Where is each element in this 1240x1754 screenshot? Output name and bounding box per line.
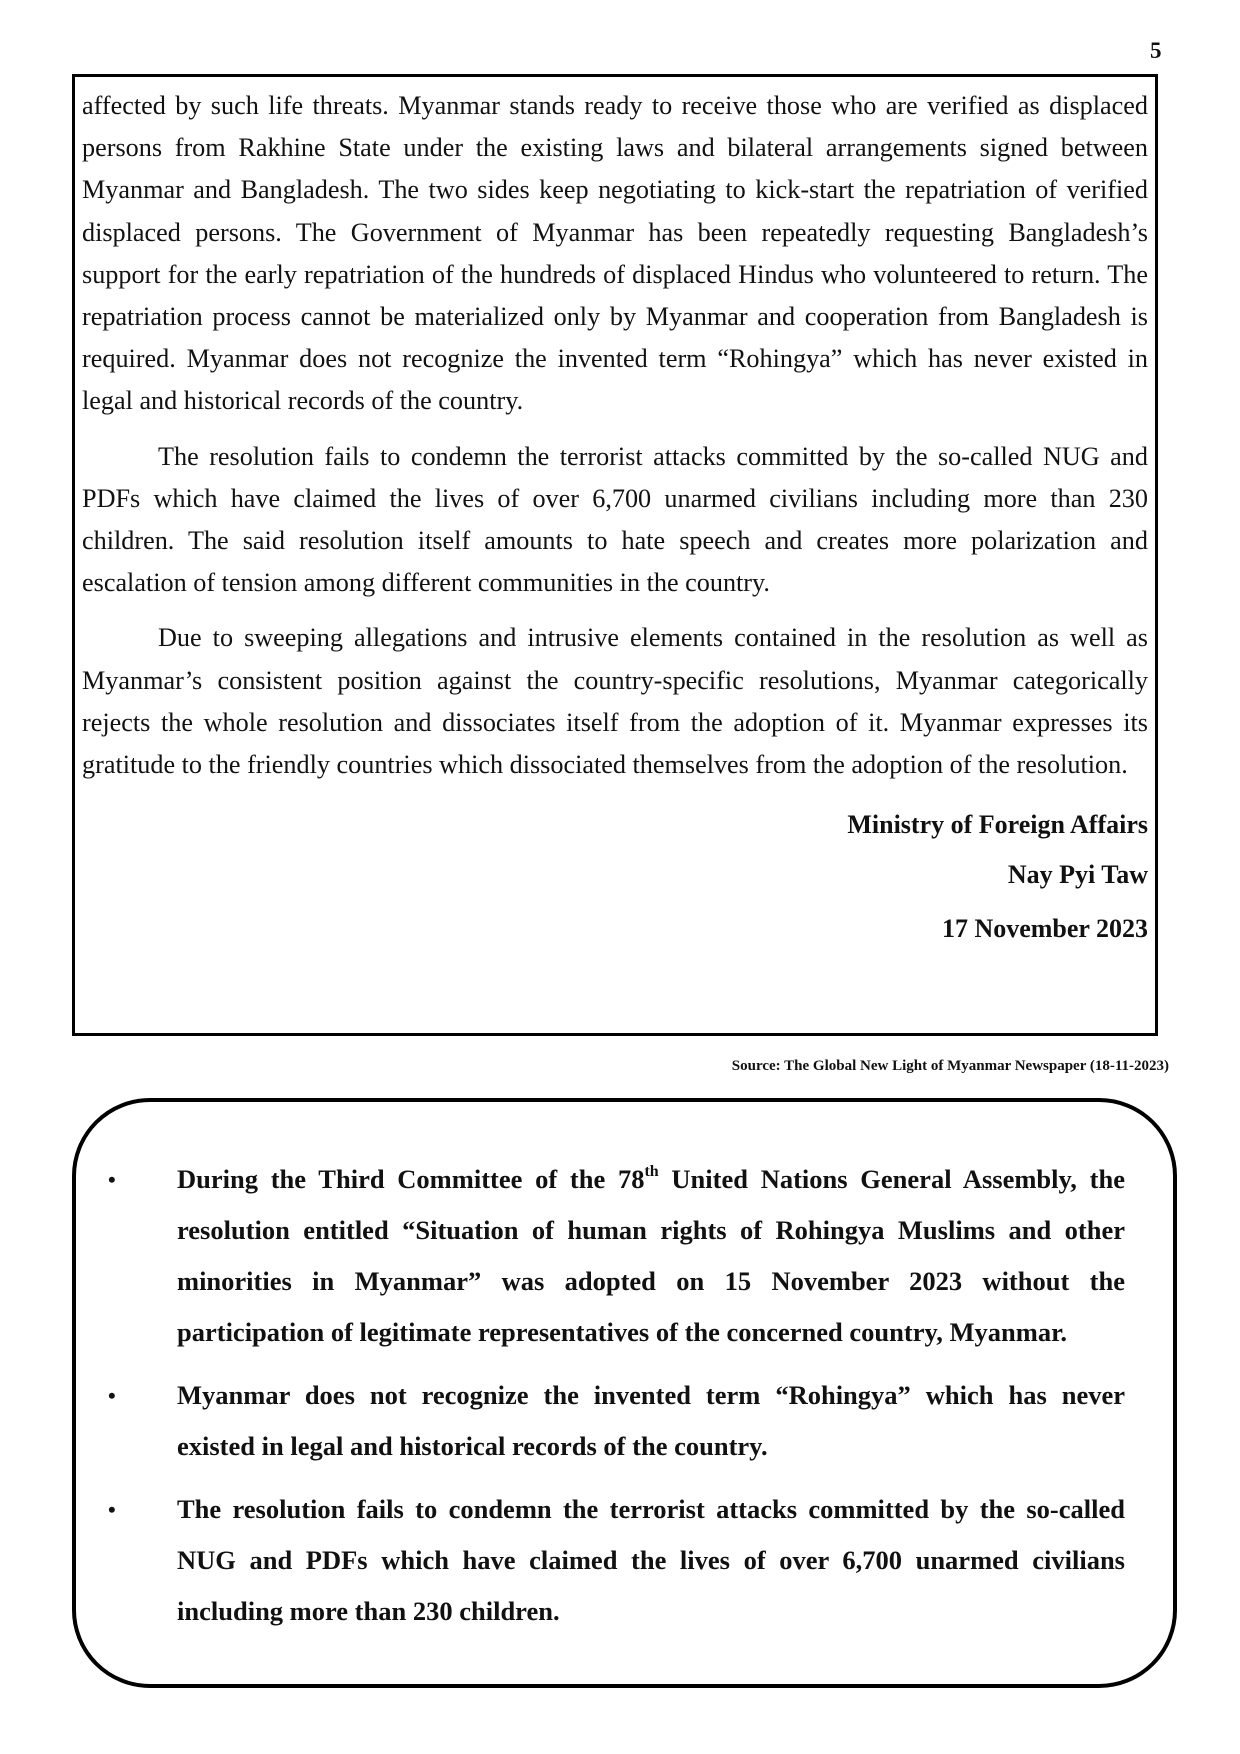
summary-item [108, 1484, 1125, 1637]
summary-item [108, 1370, 1125, 1472]
summary-item [108, 1154, 1125, 1358]
bullet-icon: • [108, 1497, 116, 1522]
ordinal-suffix: th [644, 1163, 659, 1180]
statement-paragraph: Due to sweeping allegations and intrusive elements contained in the resolution as well as Myanmar’s consistent position against the country-specific resolutions, Myanmar categorically rejects the whole resolution and dissociates itself from the adoption of it. Myanmar expresses its gratitude to the friendly countries which dissociated themselves from the adoption of the resolution. [82, 623, 1148, 780]
bullet-icon: • [108, 1383, 116, 1408]
summary-box [72, 1098, 1177, 1688]
summary-list [108, 1154, 1125, 1637]
statement-paragraph: The resolution fails to condemn the terrorist attacks committed by the so-called NUG and PDFs which have claimed the lives of over 6,700 unarmed civilians including more than 230 children. The said resolution itself amounts to hate speech and creates more polarization and escalation of tension among different communities in the country. [82, 441, 1148, 598]
signature-date: 17 November 2023 [941, 914, 1148, 944]
summary-item-text: United Nations General Assembly, the resolution entitled “Situation of human rights of Rohingya Muslims and other minorities in Myanmar” was adopted on 15 November 2023 without the participation of legitimate representatives of the concerned country, Myanmar. [177, 1164, 1125, 1347]
summary-item-text: During the Third Committee of the 78 [177, 1164, 645, 1194]
signature-issuer: Ministry of Foreign Affairs [847, 810, 1148, 840]
page-number: 5 [1150, 38, 1162, 63]
signature-place: Nay Pyi Taw [1007, 860, 1148, 890]
source-citation: Source: The Global New Light of Myanmar Newspaper (18-11-2023) [731, 1058, 1169, 1074]
bullet-icon: • [108, 1167, 116, 1192]
statement-box [72, 74, 1158, 1036]
summary-item-text: Myanmar does not recognize the invented term “Rohingya” which has never existed in legal and historical records of the country. [177, 1380, 1125, 1461]
summary-item-text: The resolution fails to condemn the terrorist attacks committed by the so-called NUG and PDFs which have claimed the lives of over 6,700 unarmed civilians including more than 230 children. [177, 1494, 1125, 1626]
statement-paragraph: affected by such life threats. Myanmar stands ready to receive those who are verified as displaced persons from Rakhine State under the existing laws and bilateral arrangements signed between Myanmar and Bangladesh. The two sides keep negotiating to kick-start the repatriation of verified displaced persons. The Government of Myanmar has been repeatedly requesting Bangladesh’s support for the early repatriation of the hundreds of displaced Hindus who volunteered to return. The repatriation process cannot be materialized only by Myanmar and cooperation from Bangladesh is required. Myanmar does not recognize the invented term “Rohingya” which has never existed in legal and historical records of the country. [82, 91, 1148, 416]
